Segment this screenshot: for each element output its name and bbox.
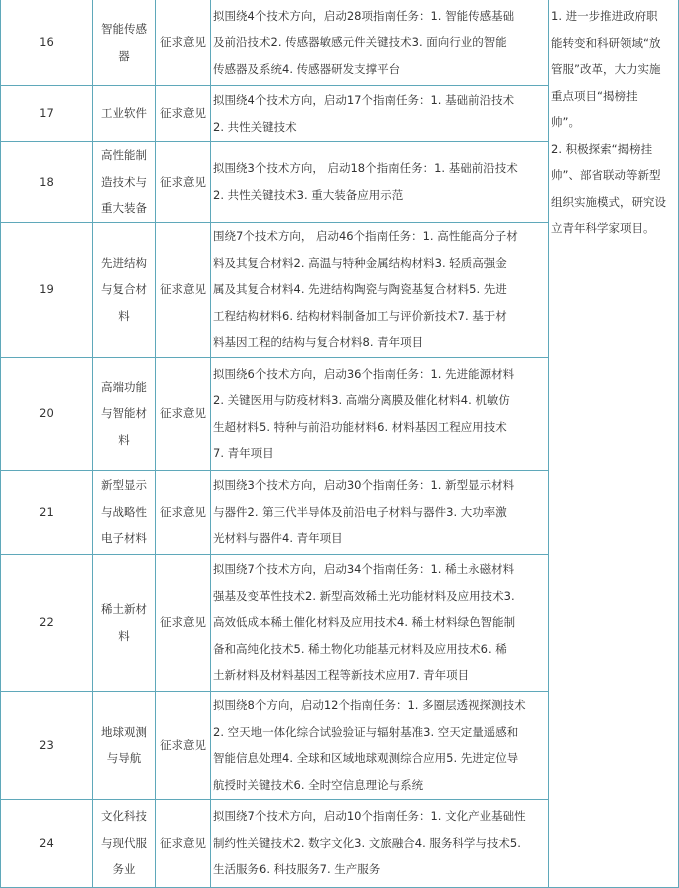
tasks-line: 料基因工程的结构与复合材料8. 青年项目 (213, 335, 424, 350)
notes-line: 重点项目“揭榜挂 (551, 88, 638, 103)
tasks-line: 航授时关键技术6. 全时空信息理论与系统 (213, 777, 424, 792)
field-name-line: 高性能制 (101, 148, 147, 162)
row-number: 22 (1, 554, 93, 691)
notes-cell (549, 0, 679, 887)
notes-line: 管服”改革，大力实施 (551, 62, 661, 76)
row-number: 19 (1, 222, 93, 357)
tasks-cell (211, 222, 549, 357)
tasks-cell (211, 142, 549, 223)
field-name-line: 工业软件 (101, 106, 147, 121)
tasks-line: 7. 青年项目 (213, 446, 274, 460)
status-cell: 征求意见 (156, 142, 211, 223)
tasks-line: 拟围绕4个技术方向，启动17个指南任务：1. 基础前沿技术 (213, 93, 515, 107)
field-name (93, 222, 156, 357)
row-number: 16 (1, 0, 93, 86)
tasks-line: 传感器及系统4. 传感器研发支撑平台 (213, 61, 401, 76)
tasks-line: 2. 关键医用与防疫材料3. 高端分离膜及催化材料4. 机敏仿 (213, 393, 510, 407)
field-name (93, 554, 156, 691)
field-name-line: 与现代服 (101, 835, 147, 850)
field-name-line: 与复合材 (101, 282, 147, 297)
status-cell: 征求意见 (156, 554, 211, 691)
field-name-line: 器 (118, 48, 130, 63)
field-name-line: 文化科技 (101, 809, 147, 824)
tasks-line: 及前沿技术2. 传感器敏感元件关键技术3. 面向行业的智能 (213, 35, 507, 50)
notes-line: 组织实施模式，研究设 (551, 194, 666, 209)
field-name-line: 电子材料 (101, 531, 147, 546)
field-name-line: 务业 (112, 862, 136, 877)
notes-line: 2. 积极探索“揭榜挂 (551, 141, 653, 156)
tasks-line: 制约性关键技术2. 数字文化3. 文旅融合4. 服务科学与技术5. (213, 835, 521, 850)
status-cell: 征求意见 (156, 0, 211, 86)
field-name (93, 799, 156, 887)
row-number: 21 (1, 470, 93, 554)
tasks-line: 拟围绕7个技术方向，启动10个指南任务：1. 文化产业基础性 (213, 809, 526, 824)
field-name-line: 与智能材 (101, 406, 147, 421)
status-cell: 征求意见 (156, 799, 211, 887)
tasks-line: 光材料与器件4. 青年项目 (213, 531, 343, 546)
tasks-line: 土新材料及材料基因工程等新技术应用7. 青年项目 (213, 668, 470, 683)
tasks-line: 强基及变革性技术2. 新型高效稀土光功能材料及应用技术3. (213, 588, 515, 603)
tasks-line: 拟围绕3个技术方向，启动30个指南任务：1. 新型显示材料 (213, 478, 515, 493)
field-name-line: 新型显示 (101, 478, 147, 493)
status-cell: 征求意见 (156, 691, 211, 799)
field-name (93, 470, 156, 554)
field-name-line: 稀土新材 (101, 602, 147, 616)
field-name-line: 料 (118, 308, 130, 323)
tasks-line: 料及其复合材料2. 高温与特种金属结构材料3. 轻质高强金 (213, 255, 507, 270)
notes-line: 帅”。 (551, 115, 580, 129)
tasks-line: 与器件2. 第三代半导体及前沿电子材料与器件3. 大功率激 (213, 504, 507, 519)
notes-line: 能转变和科研领域“放 (551, 35, 661, 50)
tasks-cell (211, 86, 549, 142)
tasks-line: 拟围绕7个技术方向，启动34个指南任务：1. 稀土永磁材料 (213, 562, 515, 577)
tasks-line: 2. 共性关键技术 (213, 119, 297, 134)
notes-line: 立青年科学家项目。 (551, 221, 655, 235)
field-name (93, 691, 156, 799)
tasks-cell (211, 554, 549, 691)
field-name-line: 料 (118, 628, 130, 643)
field-name-line: 地球观测 (101, 724, 147, 739)
field-name-line: 智能传感 (101, 22, 147, 36)
status-cell: 征求意见 (156, 357, 211, 470)
field-name-line: 高端功能 (101, 379, 147, 394)
tasks-cell (211, 691, 549, 799)
tasks-cell (211, 357, 549, 470)
field-name-line: 与导航 (106, 751, 142, 765)
field-name-line: 料 (118, 432, 130, 447)
status-cell: 征求意见 (156, 222, 211, 357)
tasks-line: 生活服务6. 科技服务7. 生产服务 (213, 862, 381, 877)
tasks-line: 拟围绕4个技术方向，启动28项指南任务：1. 智能传感基础 (213, 8, 515, 23)
field-name (93, 357, 156, 470)
tasks-line: 属及其复合材料4. 先进结构陶瓷与陶瓷基复合材料5. 先进 (213, 282, 507, 297)
field-name-line: 造技术与 (101, 174, 147, 189)
row-number: 20 (1, 357, 93, 470)
field-name-line: 先进结构 (101, 255, 147, 270)
status-cell: 征求意见 (156, 86, 211, 142)
tasks-line: 2. 空天地一体化综合试验验证与辐射基准3. 空天定量遥感和 (213, 724, 519, 739)
tasks-line: 2. 共性关键技术3. 重大装备应用示范 (213, 187, 404, 202)
tasks-line: 智能信息处理4. 全球和区域地球观测综合应用5. 先进定位导 (213, 751, 519, 765)
row-number: 23 (1, 691, 93, 799)
tasks-line: 拟围绕8个方向，启动12个指南任务：1. 多圈层透视探测技术 (213, 698, 526, 712)
field-name-line: 与战略性 (101, 504, 147, 519)
notes-line: 帅”、部省联动等新型 (551, 168, 661, 182)
field-name-line: 重大装备 (101, 201, 147, 215)
field-name (93, 0, 156, 86)
field-name (93, 142, 156, 223)
tasks-cell (211, 799, 549, 887)
tasks-line: 围绕7个技术方向， 启动46个指南任务：1. 高性能高分子材 (213, 229, 518, 244)
tasks-line: 拟围绕6个技术方向，启动36个指南任务：1. 先进能源材料 (213, 366, 515, 381)
field-name (93, 86, 156, 142)
tasks-line: 生超材料5. 特种与前沿功能材料6. 材料基因工程应用技术 (213, 419, 507, 434)
tasks-cell (211, 470, 549, 554)
tasks-line: 工程结构材料6. 结构材料制备加工与评价新技术7. 基于材 (213, 308, 507, 323)
row-number: 18 (1, 142, 93, 223)
tasks-line: 拟围绕3个技术方向， 启动18个指南任务：1. 基础前沿技术 (213, 161, 518, 176)
notes-line: 1. 进一步推进政府职 (551, 9, 658, 23)
tasks-line: 备和高纯化技术5. 稀土物化功能基元材料及应用技术6. 稀 (213, 641, 507, 656)
table-row (1, 0, 679, 86)
tasks-cell (211, 0, 549, 86)
row-number: 17 (1, 86, 93, 142)
status-cell: 征求意见 (156, 470, 211, 554)
row-number: 24 (1, 799, 93, 887)
tasks-line: 高效低成本稀土催化材料及应用技术4. 稀土材料绿色智能制 (213, 615, 516, 630)
